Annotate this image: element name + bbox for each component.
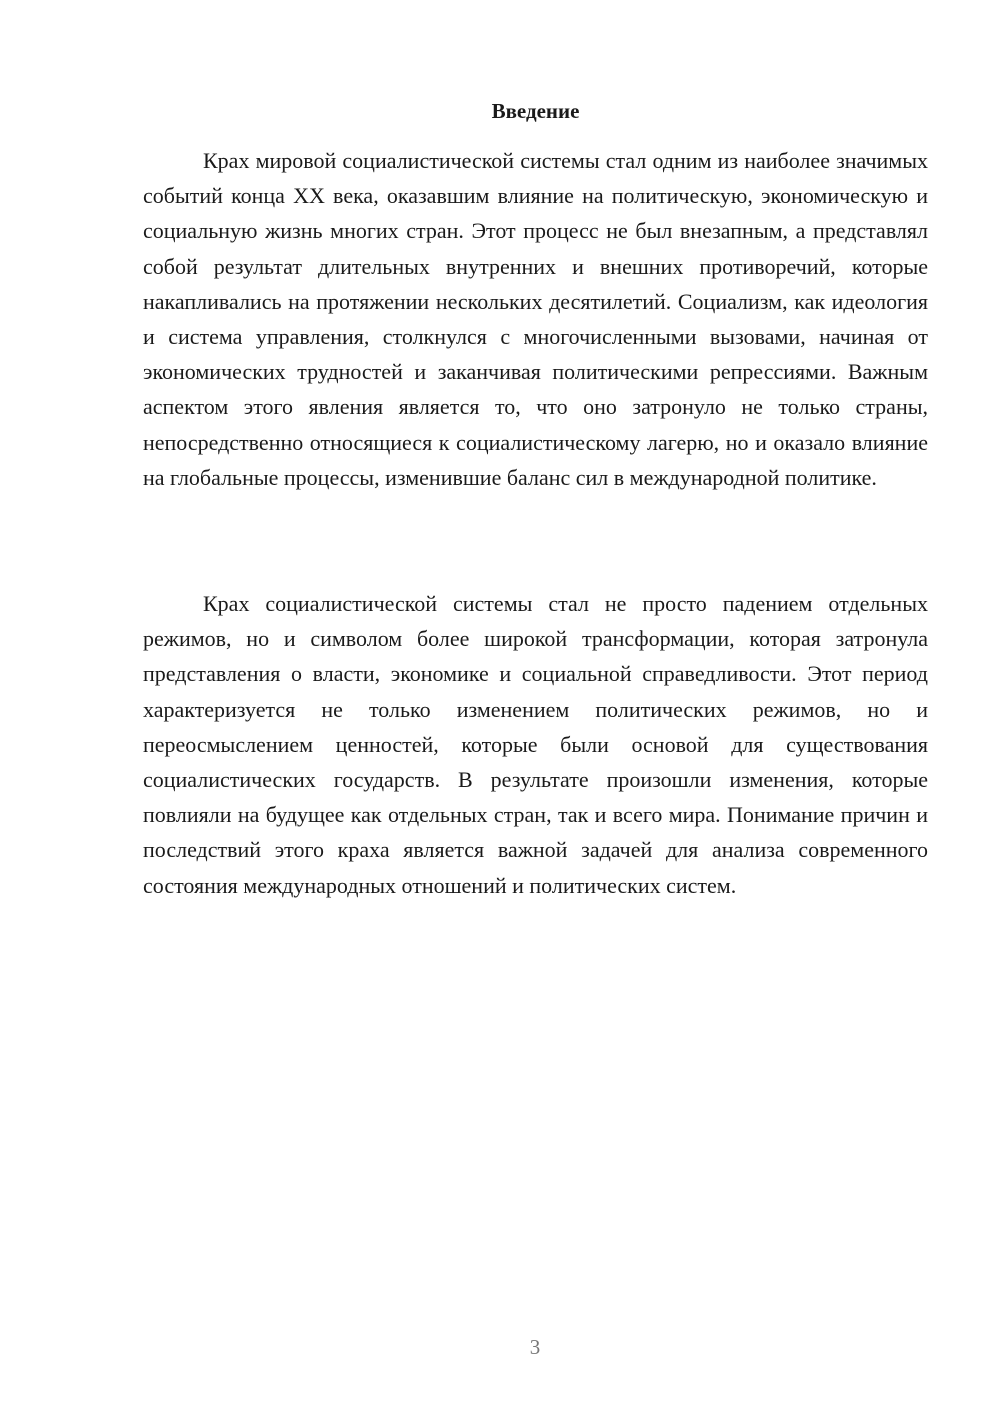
paragraph-second: Крах социалистической системы стал не просто падением отдельных режимов, но и символом более широкой трансформации, которая затронула представления о власти, экономике и социальной справедливости. Этот период характеризуется не только изменением политических режимов, но и переосмыслением ценностей, которые были основой для существования социалистических государств. В результате произошли изменения, которые повлияли на будущее как отдельных стран, так и всего мира. Понимание причин и последствий этого краха является важной задачей для анализа современного состояния международных отношений и политических систем. xyxy=(143,591,928,898)
paragraph-intro: Крах мировой социалистической системы стал одним из наиболее значимых событий конца XX века, оказавшим влияние на политическую, экономическую и социальную жизнь многих стран. Этот процесс не был внезапным, а представлял собой результат длительных внутренних и внешних противоречий, которые накапливались на протяжении нескольких десятилетий. Социализм, как идеология и система управления, столкнулся с многочисленными вызовами, начиная от экономических трудностей и заканчивая политическими репрессиями. Важным аспектом этого явления является то, что оно затронуло не только страны, непосредственно относящиеся к социалистическому лагерю, но и оказало влияние на глобальные процессы, изменившие баланс сил в международной политике. xyxy=(143,148,928,490)
section-heading: Введение xyxy=(491,99,580,123)
page-number: 3 xyxy=(529,1335,541,1359)
